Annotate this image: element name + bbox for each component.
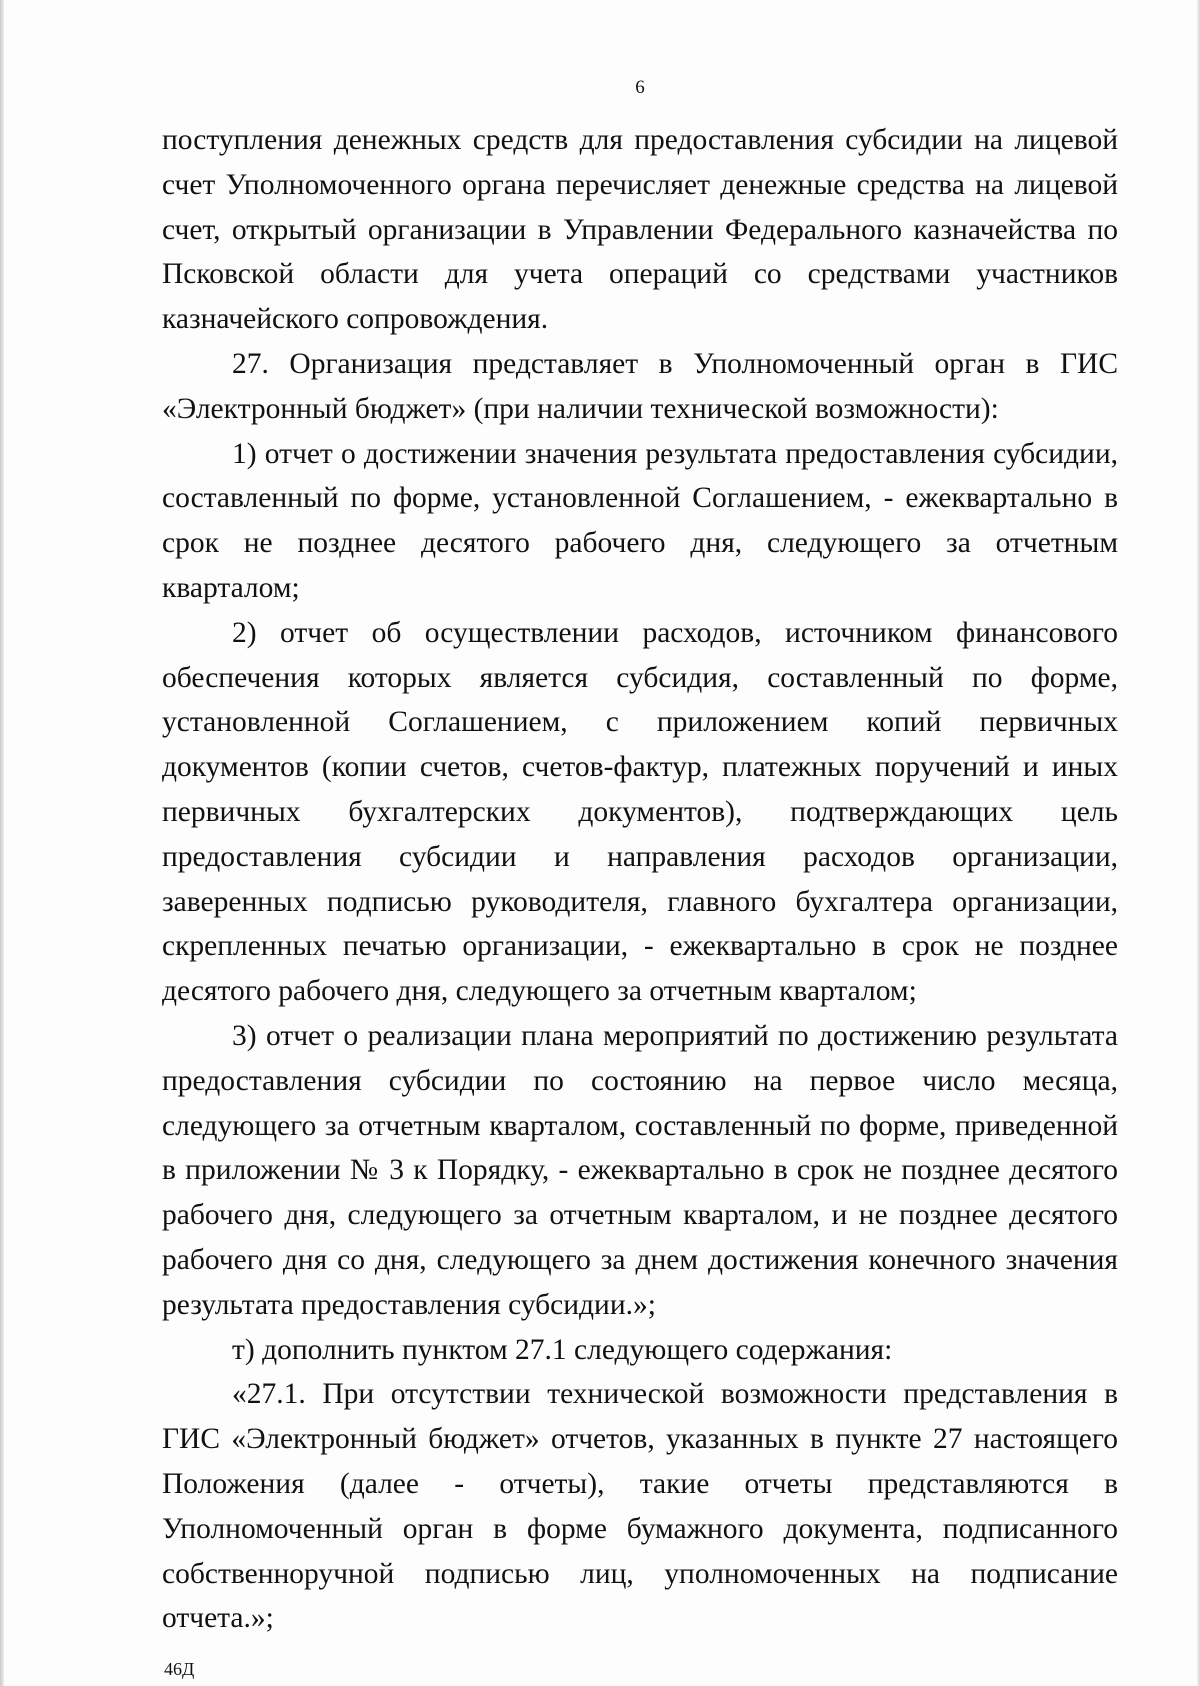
- paragraph-subitem-2: 2) отчет об осуществлении расходов, источником финансового обеспечения которых является субсидия, составленный по форме, установленной Соглашением, с приложением копий первичных документов (копии счетов, счетов-фактур, платежных поручений и иных первичных бухгалтерских документов), подтверждающих цель предоставления субсидии и направления расходов организации, заверенных подписью руководителя, главного бухгалтера организации, скрепленных печатью организации, - ежеквартально в срок не позднее десятого рабочего дня, следующего за отчетным кварталом;: [162, 616, 1118, 1008]
- document-body: [162, 118, 1118, 1641]
- paragraph-item-27-1: «27.1. При отсутствии технической возможности представления в ГИС «Электронный бюджет» отчетов, указанных в пункте 27 настоящего Положения (далее - отчеты), такие отчеты представляются в Уполномоченный орган в форме бумажного документа, подписанного собственноручной подписью лиц, уполномоченных на подписание отчета.»;: [162, 1378, 1118, 1635]
- paragraph-continuation: поступления денежных средств для предоставления субсидии на лицевой счет Уполномоченного органа перечисляет денежные средства на лицевой счет, открытый организации в Управлении Федерального казначейства по Псковской области для учета операций со средствами участников казначейского сопровождения.: [162, 124, 1118, 336]
- paragraph-amendment-t: т) дополнить пунктом 27.1 следующего содержания:: [232, 1333, 893, 1366]
- footer-code: 46Д: [164, 1659, 195, 1679]
- scan-edge-left: [0, 0, 4, 1686]
- paragraph-subitem-3: 3) отчет о реализации плана мероприятий по достижению результата предоставления субсидии по состоянию на первое число месяца, следующего за отчетным кварталом, составленный по форме, приведенной в приложении № 3 к Порядку, - ежеквартально в срок не позднее десятого рабочего дня, следующего за отчетным кварталом, и не позднее десятого рабочего дня со дня, следующего за днем достижения конечного значения результата предоставления субсидии.»;: [162, 1019, 1118, 1321]
- paragraph-item-27: 27. Организация представляет в Уполномоченный орган в ГИС «Электронный бюджет» (при наличии технической возможности):: [162, 347, 1118, 425]
- page-number: 6: [635, 77, 645, 98]
- paragraph-subitem-1: 1) отчет о достижении значения результата предоставления субсидии, составленный по форме, установленной Соглашением, - ежеквартально в срок не позднее десятого рабочего дня, следующего за отчетным кварталом;: [162, 437, 1118, 604]
